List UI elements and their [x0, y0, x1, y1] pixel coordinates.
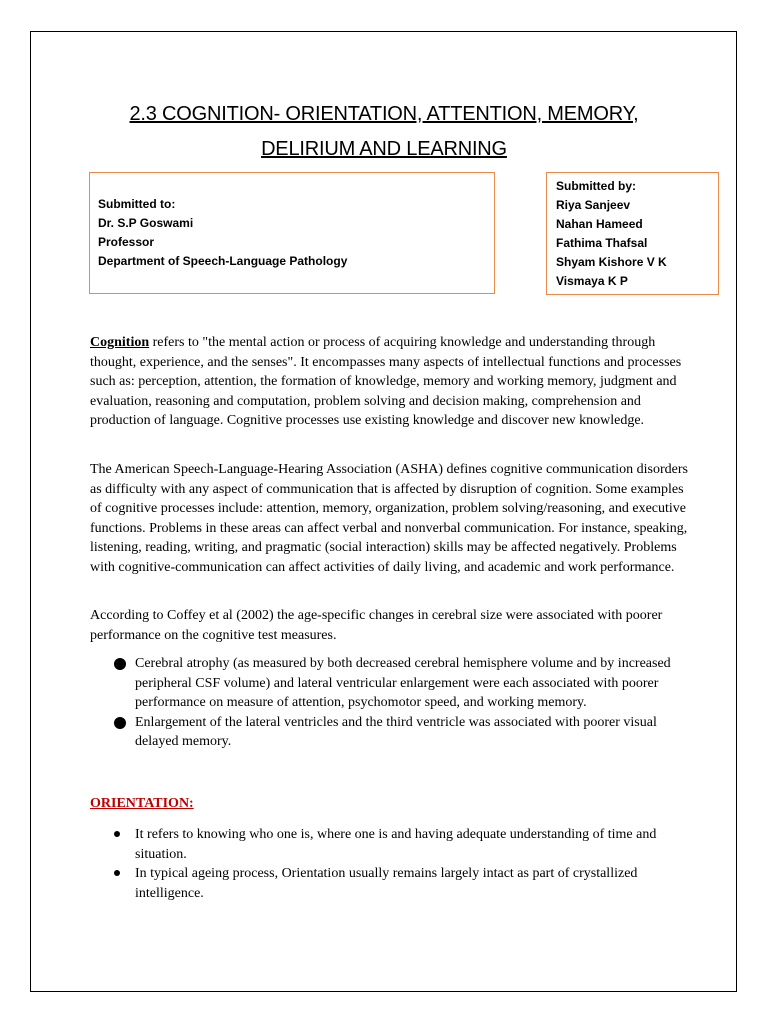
- submitted-by-heading: Submitted by:: [556, 179, 636, 193]
- submitted-by-name: Nahan Hameed: [556, 217, 643, 231]
- cognition-term: Cognition: [90, 335, 150, 350]
- bullet-icon: [114, 717, 126, 729]
- submitted-to-box: [89, 172, 495, 294]
- title-line-2: DELIRIUM AND LEARNING: [261, 138, 507, 160]
- submitted-to-name: Dr. S.P Goswami: [98, 216, 194, 230]
- list-item: [90, 654, 690, 713]
- submitted-to-role: Professor: [98, 235, 155, 249]
- submitted-by-name: Fathima Thafsal: [556, 236, 648, 250]
- submitted-by-name: Riya Sanjeev: [556, 198, 631, 212]
- list-item-text: It refers to knowing who one is, where one is and having adequate understanding of time and situation.: [135, 827, 657, 862]
- paragraph-coffey: According to Coffey et al (2002) the age-specific changes in cerebral size were associated with poorer performance on the cognitive test measures.: [90, 608, 663, 643]
- list-item: [90, 864, 690, 903]
- bullet-icon: [114, 831, 120, 837]
- list-item-text: Enlargement of the lateral ventricles and the third ventricle was associated with poorer visual delayed memory.: [135, 714, 657, 749]
- list-item-text: Cerebral atrophy (as measured by both decreased cerebral hemisphere volume and by increased peripheral CSF volume) and lateral ventricular enlargement were each associated with poorer performance on measure of attention, psychomotor speed, and working memory.: [135, 656, 671, 710]
- bullet-icon: [114, 658, 126, 670]
- submitted-to-heading: Submitted to:: [98, 197, 176, 211]
- title-line-1: 2.3 COGNITION- ORIENTATION, ATTENTION, MEMORY,: [129, 103, 639, 125]
- submitted-by-name: Vismaya K P: [556, 274, 628, 288]
- paragraph-cognition-text: refers to "the mental action or process of acquiring knowledge and understanding through thought, experience, and the senses". It encompasses many aspects of intellectual functions and processes such as: perception, attention, the formation of knowledge, memory and working memory, judgment and evaluation, reasoning and computation, problem solving and decision making, comprehension and production of language. Cognitive processes use existing knowledge and discover new knowledge.: [90, 335, 682, 428]
- submitted-by-name: Shyam Kishore V K: [556, 255, 667, 269]
- orientation-heading: ORIENTATION:: [90, 796, 194, 811]
- submitted-by-box: [546, 172, 719, 295]
- list-item-text: In typical ageing process, Orientation usually remains largely intact as part of crystallized intelligence.: [135, 866, 638, 901]
- bullet-icon: [114, 870, 120, 876]
- list-item: [90, 713, 690, 752]
- submitted-to-department: Department of Speech-Language Pathology: [98, 254, 348, 268]
- paragraph-cognition: [90, 333, 690, 431]
- coffey-findings-list: [90, 654, 690, 752]
- document-title: [60, 97, 708, 167]
- paragraph-asha: The American Speech-Language-Hearing Association (ASHA) defines cognitive communication disorders as difficulty with any aspect of communication that is affected by disruption of cognition. Some examples of cognitive processes include: attention, memory, organization, problem solving/reasoning, and executive functions. Problems in these areas can affect verbal and nonverbal communication. For instance, speaking, listening, reading, writing, and pragmatic (social interaction) skills may be affected negatively. Problems with cognitive-communication can affect activities of daily living, and academic and work performance.: [90, 462, 688, 575]
- orientation-list: [90, 825, 690, 903]
- list-item: [90, 825, 690, 864]
